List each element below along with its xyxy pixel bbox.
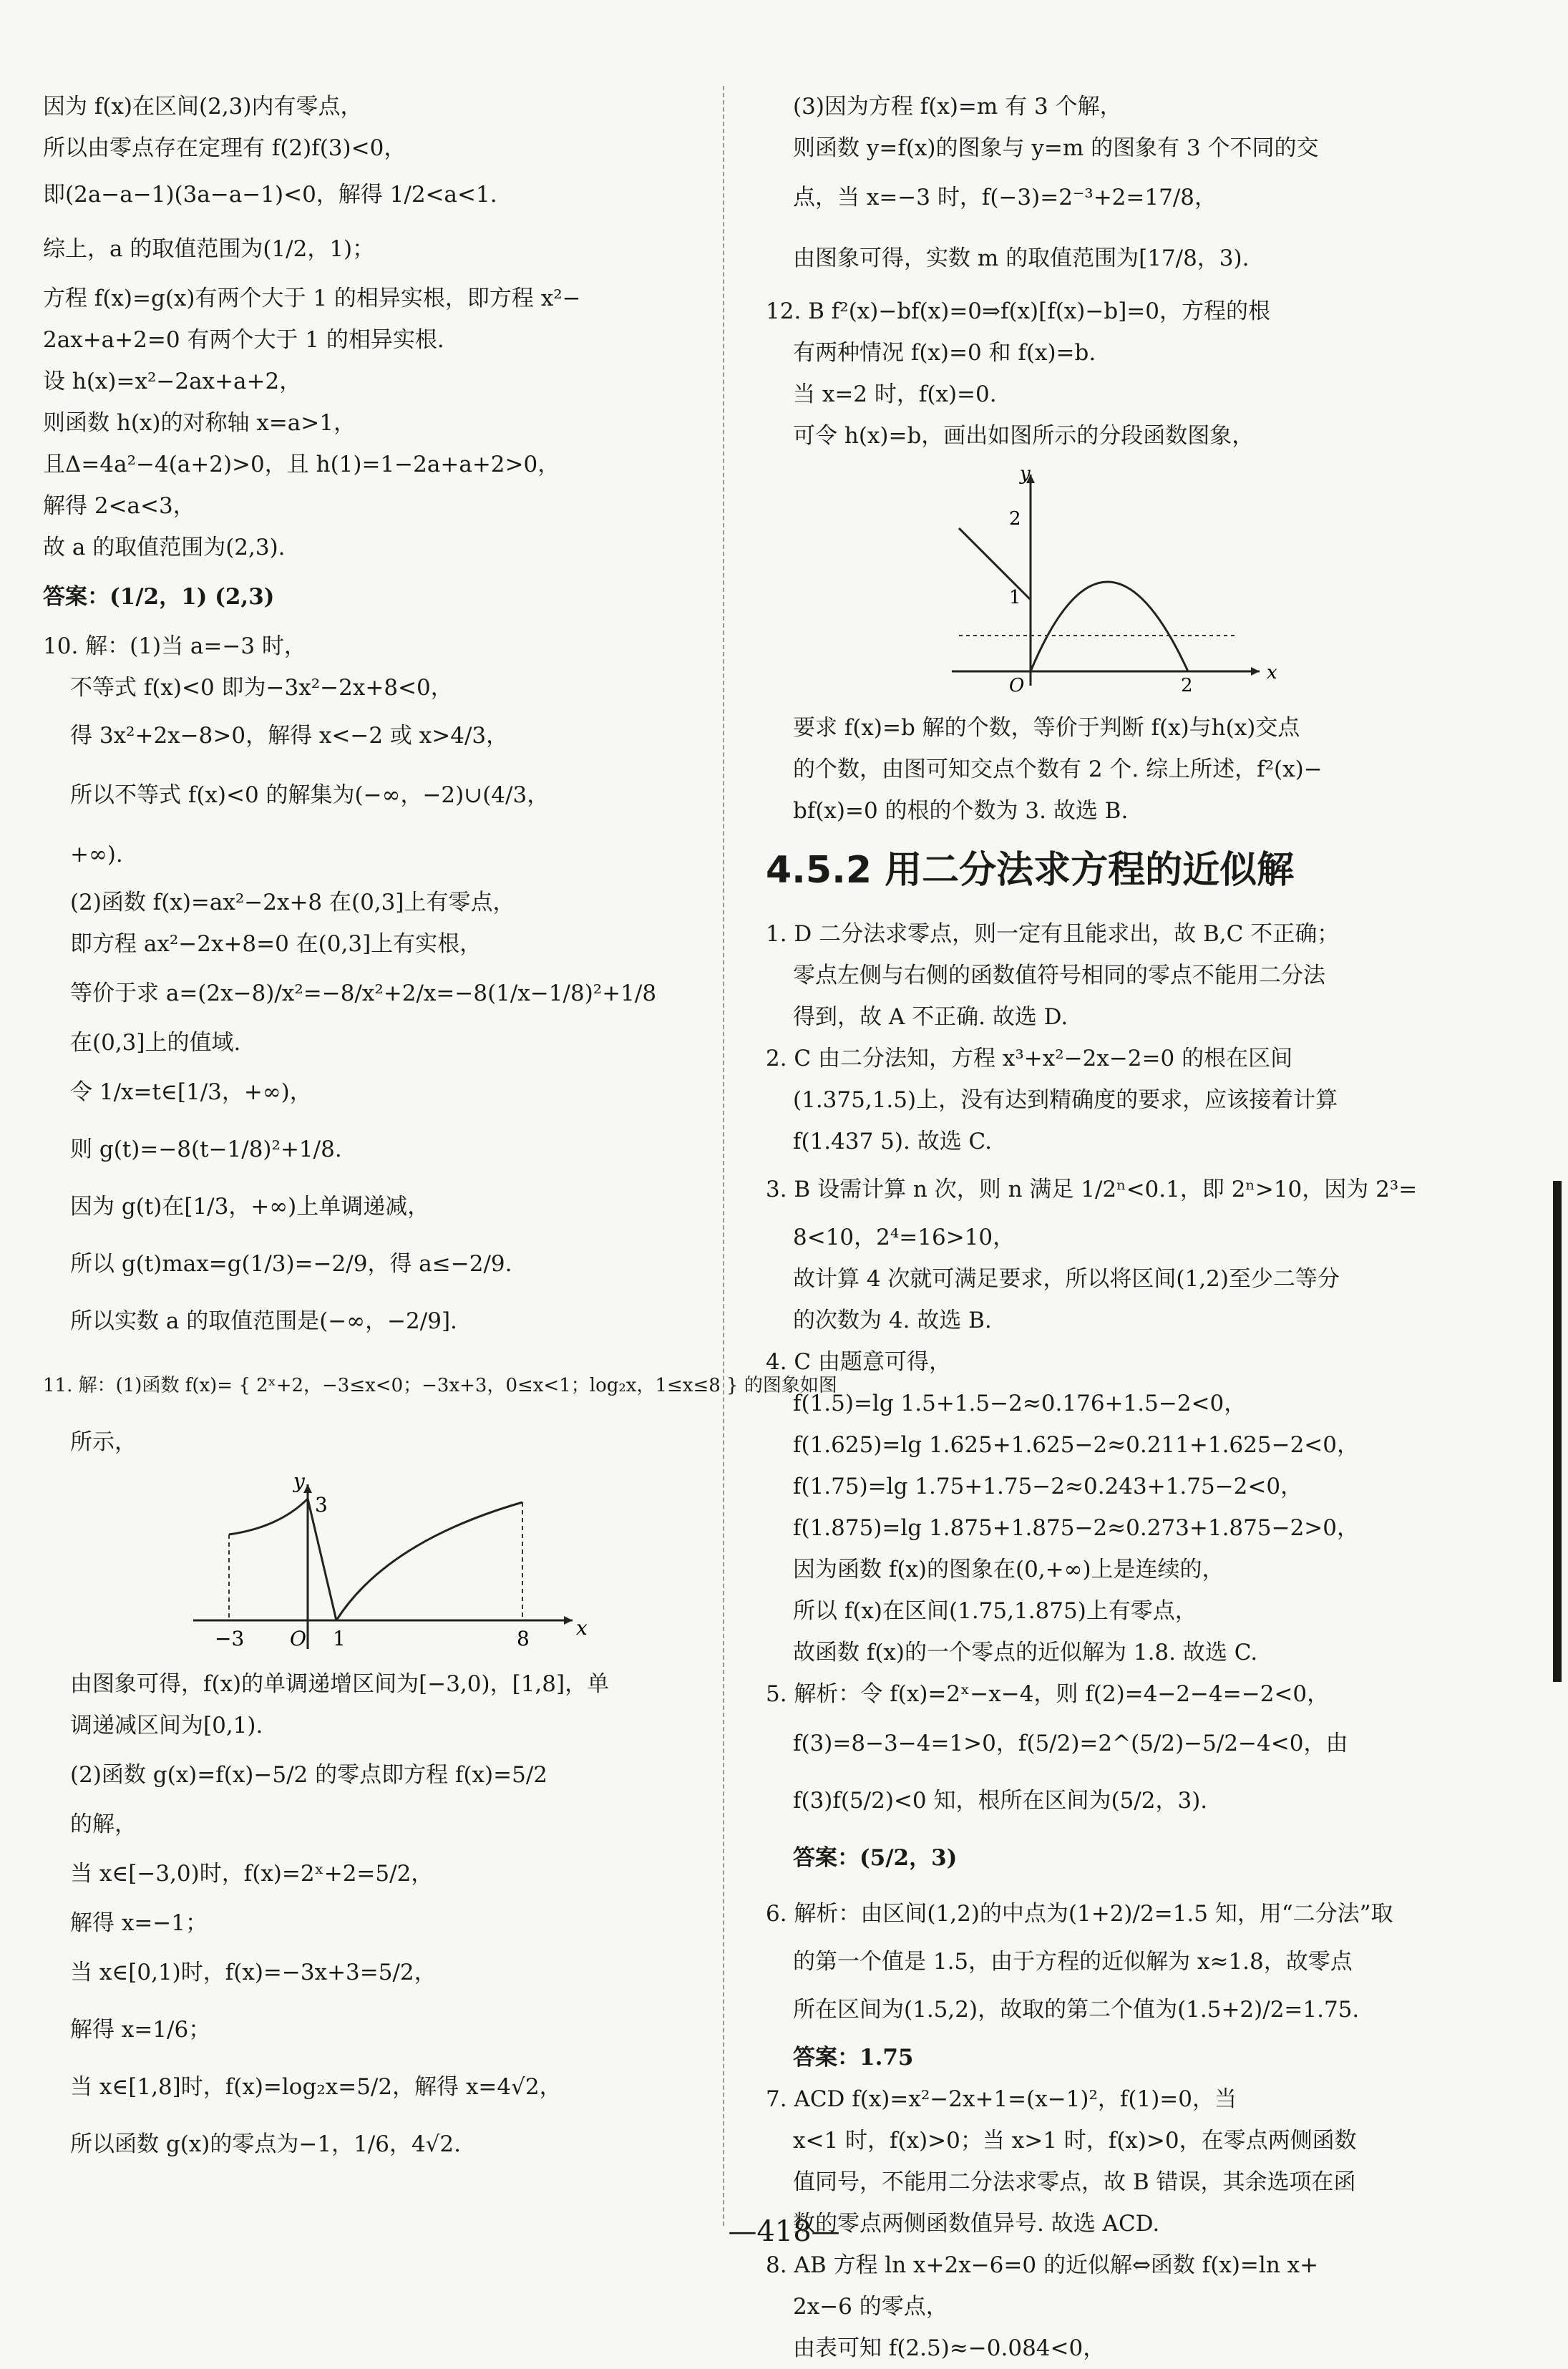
graph1-tick-neg3: −3 xyxy=(215,1627,245,1650)
text-line: 得到，故 A 不正确. 故选 D. xyxy=(793,1004,1068,1030)
text-line: 因为函数 f(x)的图象在(0,+∞)上是连续的， xyxy=(793,1557,1224,1582)
section-heading: 4.5.2 用二分法求方程的近似解 xyxy=(766,849,1295,892)
text-line: (2)函数 g(x)=f(x)−5/2 的零点即方程 f(x)=5/2 xyxy=(70,1762,547,1788)
text-line: 故计算 4 次就可满足要求，所以将区间(1,2)至少二等分 xyxy=(793,1266,1340,1292)
right-column xyxy=(766,86,1438,2369)
text-line: 要求 f(x)=b 解的个数，等价于判断 f(x)与h(x)交点 xyxy=(793,715,1300,741)
text-line: 当 x=2 时，f(x)=0. xyxy=(793,381,997,407)
text-line: bf(x)=0 的根的个数为 3. 故选 B. xyxy=(793,798,1129,824)
x-axis-arrow xyxy=(564,1616,573,1625)
text-line: 所以 f(x)在区间(1.75,1.875)上有零点， xyxy=(793,1598,1197,1624)
text-line: 方程 f(x)=g(x)有两个大于 1 的相异实根，即方程 x²− xyxy=(43,286,581,311)
graph1-tick-8: 8 xyxy=(517,1627,530,1650)
text-line: 的次数为 4. 故选 B. xyxy=(793,1308,992,1333)
text-line: 故 a 的取值范围为(2,3). xyxy=(43,535,286,560)
text-line: x<1 时，f(x)>0；当 x>1 时，f(x)>0，在零点两侧函数 xyxy=(793,2128,1357,2154)
page-number: —418— xyxy=(728,2215,840,2248)
problem-2: 2. C 由二分法知，方程 x³+x²−2x−2=0 的根在区间 xyxy=(766,1046,1293,1071)
text-line: 的解， xyxy=(70,1811,137,1837)
x-axis-arrow xyxy=(1251,667,1260,676)
text-line: 零点左侧与右侧的函数值符号相同的零点不能用二分法 xyxy=(793,963,1325,988)
text-line: 所以函数 g(x)的零点为−1，1/6，4√2. xyxy=(70,2131,462,2157)
h-graph-svg xyxy=(766,464,1410,700)
text-line: 所示， xyxy=(70,1429,137,1455)
text-line: 当 x∈[0,1)时，f(x)=−3x+3=5/2， xyxy=(70,1960,437,1985)
answer-line: 答案：(5/2，3) xyxy=(793,1845,958,1871)
text-line: f(1.437 5). 故选 C. xyxy=(793,1129,993,1154)
text-line: (3)因为方程 f(x)=m 有 3 个解， xyxy=(793,94,1122,120)
text-line: 令 1/x=t∈[1/3，+∞)， xyxy=(70,1079,312,1105)
text-line: 2x−6 的零点， xyxy=(793,2294,948,2320)
problem-12-heading: 12. B f²(x)−bf(x)=0⇒f(x)[f(x)−b]=0，方程的根 xyxy=(766,298,1270,324)
text-line: 2ax+a+2=0 有两个大于 1 的相异实根. xyxy=(43,327,444,353)
text-line: 8<10，2⁴=16>10， xyxy=(793,1225,1016,1250)
text-line: 设 h(x)=x²−2ax+a+2， xyxy=(43,369,302,394)
graph2-tick-1y: 1 xyxy=(1009,587,1021,608)
segment-linear xyxy=(308,1499,336,1620)
text-line: 由表可知 f(2.5)≈−0.084<0， xyxy=(793,2335,1106,2361)
text-line: 则 g(t)=−8(t−1/8)²+1/8. xyxy=(70,1137,342,1162)
graph2-origin: O xyxy=(1009,675,1025,696)
graph1-y-label: y xyxy=(293,1470,305,1493)
problem-8: 8. AB 方程 ln x+2x−6=0 的近似解⇔函数 f(x)=ln x+ xyxy=(766,2252,1319,2278)
graph1-tick-3: 3 xyxy=(315,1493,328,1517)
column-divider xyxy=(723,86,724,2226)
binding-edge xyxy=(1553,1181,1562,1682)
text-line: f(1.5)=lg 1.5+1.5−2≈0.176+1.5−2<0， xyxy=(793,1391,1247,1416)
curve-log xyxy=(336,1502,522,1620)
text-line: f(3)=8−3−4=1>0，f(5/2)=2^(5/2)−5/2−4<0，由 xyxy=(793,1731,1348,1756)
text-line: f(1.75)=lg 1.75+1.75−2≈0.243+1.75−2<0， xyxy=(793,1474,1303,1499)
text-line: 综上，a 的取值范围为(1/2，1)； xyxy=(43,236,375,262)
graph1-tick-1: 1 xyxy=(333,1627,346,1650)
text-line: 可令 h(x)=b，画出如图所示的分段函数图象， xyxy=(793,423,1255,449)
text-line: 的个数，由图可知交点个数有 2 个. 综上所述，f²(x)− xyxy=(793,757,1323,782)
text-line: 所在区间为(1.5,2)，故取的第二个值为(1.5+2)/2=1.75. xyxy=(793,1997,1360,2023)
text-line: 即(2a−a−1)(3a−a−1)<0，解得 1/2<a<1. xyxy=(43,182,497,208)
text-line: 且Δ=4a²−4(a+2)>0，且 h(1)=1−2a+a+2>0， xyxy=(43,452,560,477)
text-line: f(1.625)=lg 1.625+1.625−2≈0.211+1.625−2<0， xyxy=(793,1432,1359,1458)
graph1-origin: O xyxy=(290,1627,306,1650)
text-line: 故函数 f(x)的一个零点的近似解为 1.8. 故选 C. xyxy=(793,1640,1258,1665)
text-line: 等价于求 a=(2x−8)/x²=−8/x²+2/x=−8(1/x−1/8)²+1/8 xyxy=(70,981,657,1006)
text-line: 得 3x²+2x−8>0，解得 x<−2 或 x>4/3， xyxy=(70,723,509,749)
graph1-x-label: x xyxy=(576,1616,588,1640)
text-line: (1.375,1.5)上，没有达到精确度的要求，应该接着计算 xyxy=(793,1087,1338,1113)
text-line: 调递减区间为[0,1). xyxy=(70,1713,263,1738)
text-line: 解得 x=1/6； xyxy=(70,2017,211,2043)
text-line: 值同号，不能用二分法求零点，故 B 错误，其余选项在函 xyxy=(793,2169,1356,2195)
problem-4: 4. C 由题意可得， xyxy=(766,1349,952,1375)
text-line: 所以由零点存在定理有 f(2)f(3)<0， xyxy=(43,135,406,161)
text-line: 因为 f(x)在区间(2,3)内有零点， xyxy=(43,94,363,120)
text-line: (2)函数 f(x)=ax²−2x+8 在(0,3]上有零点， xyxy=(70,890,515,915)
piecewise-graph-svg xyxy=(43,1470,687,1656)
text-line: 当 x∈[−3,0)时，f(x)=2ˣ+2=5/2， xyxy=(70,1861,434,1887)
problem-11-heading: 11. 解：(1)函数 f(x)= { 2ˣ+2，−3≤x<0；−3x+3，0≤x<1；log₂x，1≤x≤8 } 的图象如图 xyxy=(43,1375,837,1396)
text-line: 的第一个值是 1.5，由于方程的近似解为 x≈1.8，故零点 xyxy=(793,1949,1353,1975)
text-line: 数的零点两侧函数值异号. 故选 ACD. xyxy=(793,2211,1160,2237)
text-line: 不等式 f(x)<0 即为−3x²−2x+8<0， xyxy=(70,675,453,701)
text-line: 解得 2<a<3， xyxy=(43,493,195,519)
left-column xyxy=(43,86,837,2173)
text-line: 所以实数 a 的取值范围是(−∞，−2/9]. xyxy=(70,1308,457,1334)
problem-7: 7. ACD f(x)=x²−2x+1=(x−1)²，f(1)=0，当 xyxy=(766,2086,1237,2112)
problem-3: 3. B 设需计算 n 次，则 n 满足 1/2ⁿ<0.1，即 2ⁿ>10，因为 2³= xyxy=(766,1177,1418,1202)
graph2-y-label: y xyxy=(1020,464,1031,485)
text-line: 即方程 ax²−2x+8=0 在(0,3]上有实根， xyxy=(70,931,482,957)
text-line: 由图象可得，实数 m 的取值范围为[17/8，3). xyxy=(793,245,1250,271)
text-line: 当 x∈[1,8]时，f(x)=log₂x=5/2，解得 x=4√2， xyxy=(70,2074,562,2100)
text-line: 点，当 x=−3 时，f(−3)=2⁻³+2=17/8， xyxy=(793,185,1217,210)
text-line: 由图象可得，f(x)的单调递增区间为[−3,0)，[1,8]，单 xyxy=(70,1671,610,1697)
text-line: 则函数 h(x)的对称轴 x=a>1， xyxy=(43,410,356,436)
text-line: 则函数 y=f(x)的图象与 y=m 的图象有 3 个不同的交 xyxy=(793,135,1319,161)
problem-1: 1. D 二分法求零点，则一定有且能求出，故 B,C 不正确； xyxy=(766,921,1340,947)
text-line: 所以不等式 f(x)<0 的解集为(−∞，−2)∪(4/3， xyxy=(70,782,550,808)
graph2-x-label: x xyxy=(1267,662,1277,684)
problem-10-heading: 10. 解：(1)当 a=−3 时， xyxy=(43,633,306,659)
problem-5: 5. 解析：令 f(x)=2ˣ−x−4，则 f(2)=4−2−4=−2<0， xyxy=(766,1681,1330,1707)
curve-exponential xyxy=(229,1499,308,1534)
text-line: 有两种情况 f(x)=0 和 f(x)=b. xyxy=(793,340,1096,366)
text-line: f(3)f(5/2)<0 知，根所在区间为(5/2，3). xyxy=(793,1788,1208,1814)
problem-6: 6. 解析：由区间(1,2)的中点为(1+2)/2=1.5 知，用“二分法”取 xyxy=(766,1901,1393,1927)
text-line: 所以 g(t)max=g(1/3)=−2/9，得 a≤−2/9. xyxy=(70,1251,512,1277)
figure-piecewise-graph xyxy=(43,1470,716,1656)
text-line: 因为 g(t)在[1/3，+∞)上单调递减， xyxy=(70,1194,430,1220)
text-line: f(1.875)=lg 1.875+1.875−2≈0.273+1.875−2>0， xyxy=(793,1515,1359,1541)
parabola-arc xyxy=(1031,582,1188,671)
answer-line: 答案：1.75 xyxy=(793,2045,914,2071)
answer-line: 答案：(1/2，1) (2,3) xyxy=(43,584,275,610)
text-line: 解得 x=−1； xyxy=(70,1910,208,1936)
text-line: 在(0,3]上的值域. xyxy=(70,1030,241,1056)
figure-h-graph xyxy=(766,464,1438,700)
graph2-tick-2y: 2 xyxy=(1009,508,1021,530)
graph2-tick-2x: 2 xyxy=(1181,675,1193,696)
text-line: +∞). xyxy=(70,842,123,867)
